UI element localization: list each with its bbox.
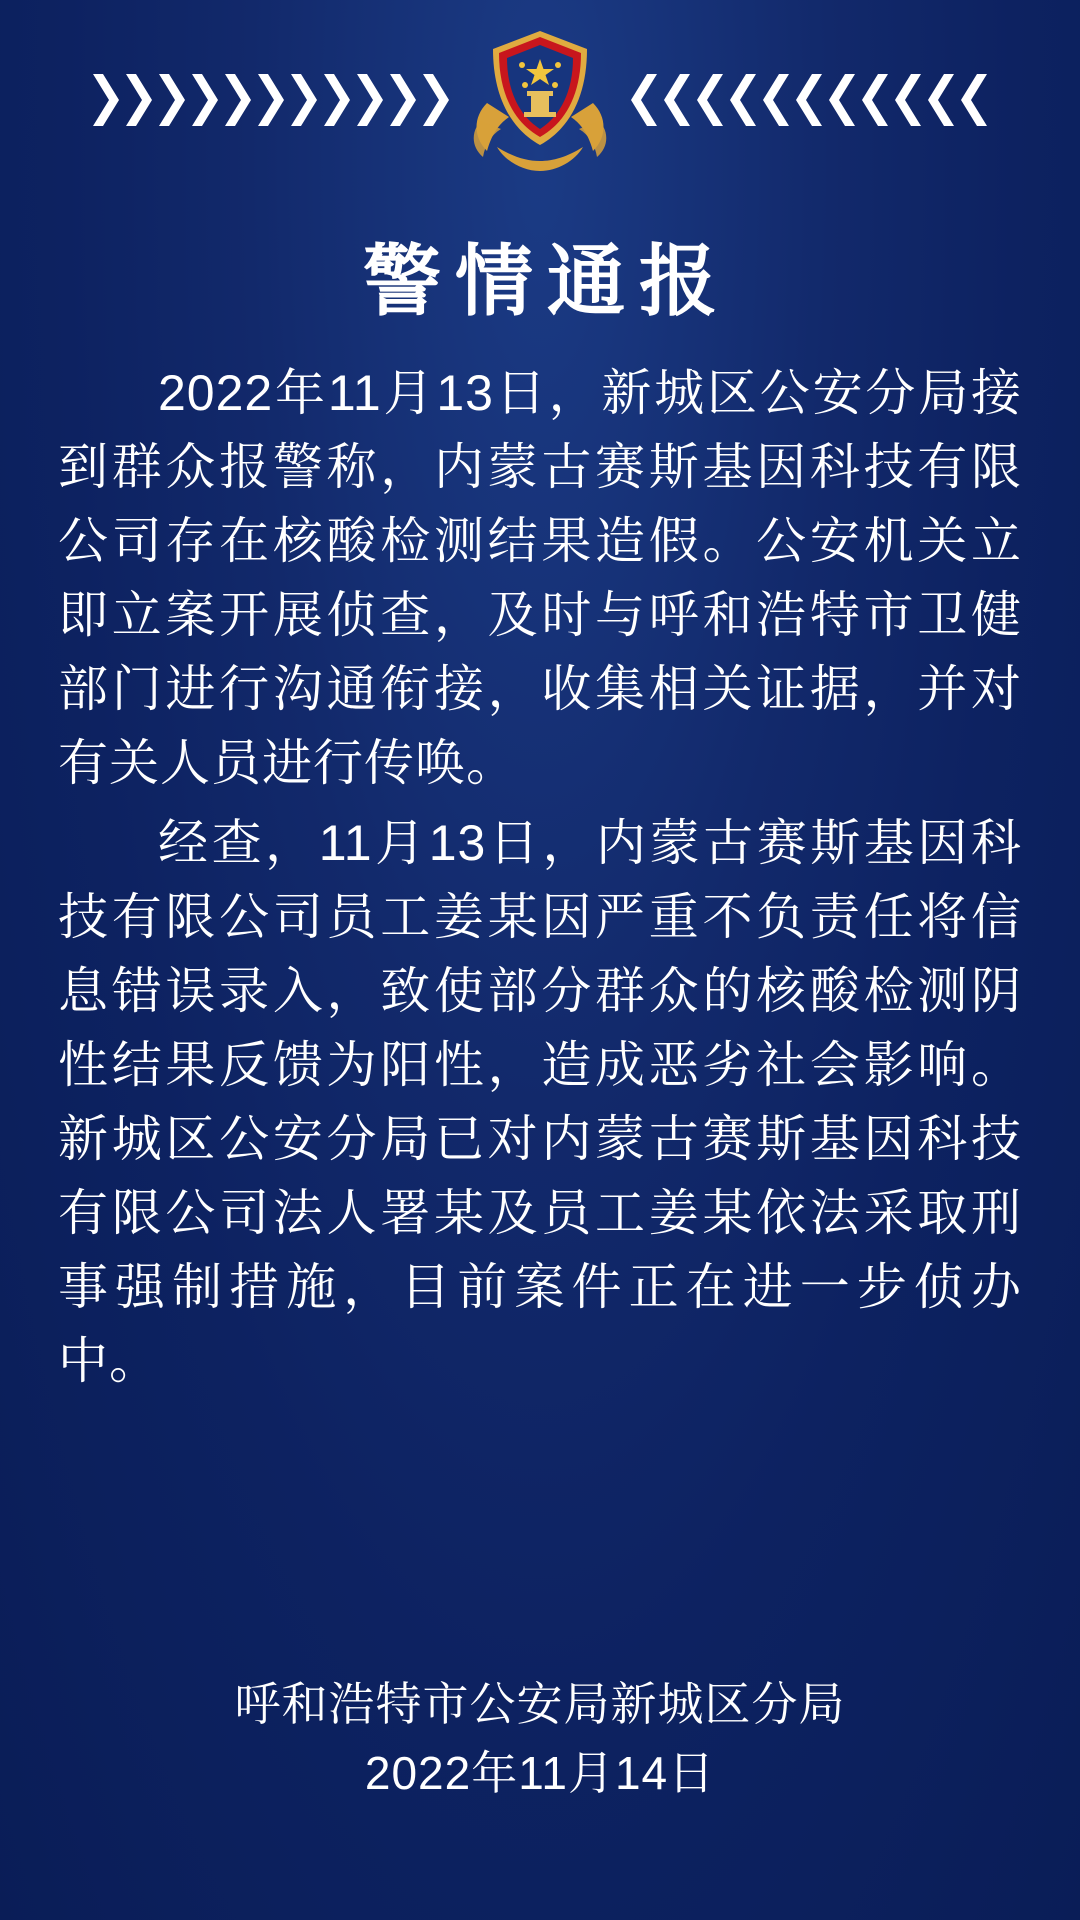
signature-date: 2022年11月14日 (364, 1747, 716, 1799)
page-title: 警情通报 (362, 237, 731, 325)
chevron-right-ornament-icon (93, 74, 449, 126)
police-emblem-icon (467, 25, 613, 175)
notice-paragraph-2: 经查，11月13日，内蒙古赛斯基因科技有限公司员工姜某因严重不负责任将信息错误录入，致使部分群众的核酸检测阴性结果反馈为阳性，造成恶劣社会影响。新城区公安分局已对内蒙古赛斯基因科技有限公司法人署某及员工姜某依法采取刑事强制措施，目前案件正在进一步侦办中。 (58, 815, 1022, 1389)
chevron-left-ornament-icon (631, 74, 987, 126)
signature-organization: 呼和浩特市公安局新城区分局 (234, 1678, 846, 1730)
notice-body (58, 356, 1022, 1398)
signature-block (58, 1670, 1022, 1808)
notice-paragraph-1: 2022年11月13日，新城区公安分局接到群众报警称，内蒙古赛斯基因科技有限公司存在核酸检测结果造假。公安机关立即立案开展侦查，及时与呼和浩特市卫健部门进行沟通衔接，收集相关证据，并对有关人员进行传唤。 (58, 365, 1022, 791)
poster-header (58, 0, 1022, 200)
